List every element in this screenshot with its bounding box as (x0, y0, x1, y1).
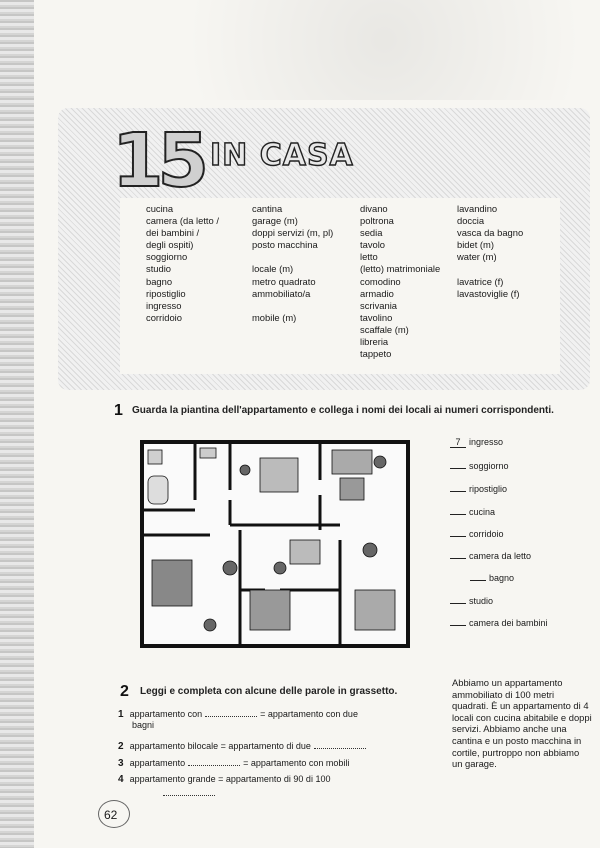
vocab-word: locale (m) (252, 263, 294, 275)
answer-blank[interactable] (450, 536, 466, 537)
vocab-spacer (252, 251, 333, 263)
answer-blank[interactable]: 7 (450, 437, 466, 448)
unit-number: 15 (112, 118, 203, 204)
vocab-word: garage (m) (252, 215, 298, 227)
item-number: 4 (118, 774, 124, 785)
vocab-spacer (252, 300, 333, 312)
answer-row[interactable] (450, 484, 507, 494)
vocab-word: sedia (360, 227, 383, 239)
answer-row[interactable] (470, 573, 514, 583)
vocab-word: lavastoviglie (f) (457, 287, 520, 299)
answer-blank[interactable] (470, 580, 486, 581)
item-text: appartamento grande = appartamento di 90 di 100 (129, 774, 331, 784)
vocab-word: soggiorno (146, 251, 188, 263)
room-label: camera da letto (469, 551, 532, 561)
item-continuation: bagni (132, 720, 155, 730)
vocab-word: letto (360, 251, 378, 263)
blank-field[interactable] (163, 787, 215, 796)
item-text: appartamento con (129, 709, 203, 719)
item-number: 1 (118, 709, 124, 720)
exercise-1-instruction: Guarda la piantina dell'appartamento e collega i nomi dei locali ai numeri corrispondenti. (132, 405, 554, 416)
vocab-word: lavatrice (f) (457, 275, 504, 287)
room-label: bagno (489, 573, 515, 583)
vocab-column-spaces (252, 203, 333, 324)
page-number: 62 (104, 808, 118, 822)
answer-blank[interactable] (450, 514, 466, 515)
item-text: = appartamento con mobili (243, 758, 350, 768)
vocab-word: mobile (m) (252, 311, 297, 323)
room-label: cucina (469, 507, 496, 517)
exercise-2-number: 2 (120, 683, 129, 700)
answer-row[interactable] (450, 596, 493, 606)
answer-blank[interactable] (450, 491, 466, 492)
blank-field[interactable] (205, 708, 257, 717)
vocab-word: cantina (252, 203, 283, 214)
room-label: ingresso (469, 437, 504, 447)
exercise-item (118, 757, 349, 769)
blank-field[interactable] (314, 740, 366, 749)
item-number: 2 (118, 741, 124, 752)
vocab-spacer (457, 263, 523, 275)
answer-blank[interactable] (450, 603, 466, 604)
room-label: studio (469, 596, 494, 606)
vocab-word: doppi servizi (m, pl) (252, 227, 334, 239)
room-label: camera dei bambini (469, 618, 548, 628)
vocab-word: cucina (146, 203, 174, 214)
vocab-word: degli ospiti) (146, 239, 194, 251)
vocab-word: posto macchina (252, 239, 318, 251)
vocab-word: tavolo (360, 239, 386, 251)
item-text: = appartamento con due (260, 709, 358, 719)
item-text: appartamento (129, 758, 186, 768)
vocab-word: ripostiglio (146, 287, 186, 299)
vocab-column-rooms (146, 203, 219, 324)
scan-noise (60, 0, 600, 100)
vocab-word: corridoio (146, 311, 182, 323)
vocab-word: camera (da letto / (146, 215, 219, 227)
vocab-word: lavandino (457, 203, 498, 214)
answer-blank[interactable] (450, 625, 466, 626)
vocab-word: ammobiliato/a (252, 287, 311, 299)
vocab-word: metro quadrato (252, 275, 316, 287)
vocab-word: vasca da bagno (457, 227, 524, 239)
vocab-word: (letto) matrimoniale (360, 263, 441, 275)
vocab-word: armadio (360, 287, 394, 299)
vocab-word: studio (146, 263, 172, 275)
unit-title: IN CASA (210, 138, 354, 173)
room-label: ripostiglio (469, 484, 508, 494)
answer-row[interactable] (450, 618, 548, 628)
vocab-word: libreria (360, 336, 389, 348)
exercise-item (118, 774, 330, 785)
vocab-word: tappeto (360, 348, 392, 360)
vocab-word: bagno (146, 275, 173, 287)
vocab-word: scrivania (360, 299, 397, 311)
apartment-floor-plan (140, 440, 410, 648)
vocab-word: doccia (457, 215, 485, 227)
answer-blank[interactable] (450, 468, 466, 469)
vocab-word: comodino (360, 275, 401, 287)
item-text: appartamento bilocale = appartamento di due (129, 741, 311, 751)
exercise-item (118, 740, 369, 752)
answer-row[interactable] (450, 507, 495, 517)
answer-row[interactable] (450, 461, 509, 471)
answer-row[interactable] (450, 437, 503, 448)
answer-row[interactable] (450, 529, 504, 539)
vocab-word: divano (360, 203, 388, 214)
vocab-word: poltrona (360, 215, 394, 227)
reading-text: Abbiamo un appartamento ammobiliato di 100 metri quadrati. È un appartamento di 4 locali con cucina abitabile e doppi servizi. Abbiamo anche una cantina e un posto macchina in cortile, purtroppo non abbiamo un garage. (452, 677, 592, 770)
vocab-word: tavolino (360, 311, 393, 323)
blank-field[interactable] (188, 757, 240, 766)
exercise-2-instruction: Leggi e completa con alcune delle parole in grassetto. (140, 686, 398, 697)
room-label: corridoio (469, 529, 504, 539)
answer-blank[interactable] (450, 558, 466, 559)
exercise-item (160, 787, 218, 798)
exercise-item (118, 708, 358, 720)
vocab-word: water (m) (457, 251, 497, 263)
vocab-column-furniture (360, 203, 440, 360)
vocab-column-bathroom (457, 203, 523, 300)
vocab-word: bidet (m) (457, 239, 494, 251)
vocab-word: dei bambini / (146, 227, 200, 239)
room-label: soggiorno (469, 461, 509, 471)
vocab-word: ingresso (146, 299, 182, 311)
scan-edge-shadow (0, 0, 34, 848)
exercise-1-number: 1 (114, 402, 123, 419)
item-number: 3 (118, 758, 124, 769)
vocab-word: scaffale (m) (360, 323, 409, 335)
answer-row[interactable] (450, 551, 531, 561)
